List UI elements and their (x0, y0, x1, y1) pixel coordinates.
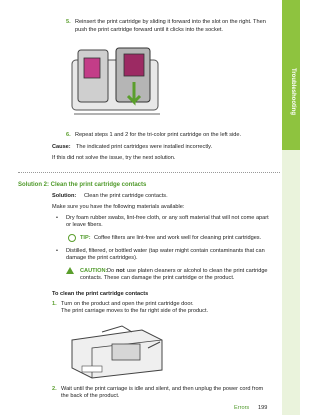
solution-label: Solution: (52, 193, 77, 199)
tip-text: Coffee filters are lint-free and work well for cleaning print cartridges. (94, 235, 262, 241)
bullet-1-line1: Dry foam rubber swabs, lint-free cloth, or any soft material that will not come apart (66, 215, 269, 221)
tip-label: TIP: (80, 235, 91, 241)
section-tab-lower (282, 150, 300, 415)
materials-intro: Make sure you have the following materials available: (52, 204, 185, 210)
bullet-1-line2: or leave fibers. (66, 222, 103, 228)
caution-label: CAUTION: (80, 268, 108, 274)
bullet-1-marker: • (56, 215, 58, 221)
caution-icon (66, 267, 74, 274)
printer-open-door-illustration (62, 320, 170, 382)
step-5-number: 5. (66, 19, 71, 25)
cartridge-insert-illustration (64, 40, 172, 126)
bullet-2-marker: • (56, 248, 58, 254)
clean-step-2-line2: the back of the product. (61, 393, 120, 399)
step-5-text-line2: push the print cartridge forward until it clicks into the socket. (75, 27, 223, 33)
step-6-text: Repeat steps 1 and 2 for the tri-color print cartridge on the left side. (75, 132, 242, 138)
clean-step-2-line1: Wait until the print carriage is idle and silent, and then unplug the power cord from (61, 386, 264, 392)
page-number: 199 (258, 405, 268, 411)
clean-step-1-line1: Turn on the product and open the print cartridge door. (61, 301, 194, 307)
caution-line1-rest: use platen cleaners or alcohol to clean the print cartridge (127, 268, 268, 274)
caution-not: not (116, 268, 125, 274)
bullet-2-line1: Distilled, filtered, or bottled water (tap water might contain contaminants that can (66, 248, 265, 254)
if-not-solved-text: If this did not solve the issue, try the next solution. (52, 155, 176, 161)
clean-step-1-line2: The print carriage moves to the far right side of the product. (61, 308, 209, 314)
clean-step-1-number: 1. (52, 301, 57, 307)
clean-step-2-number: 2. (52, 386, 57, 392)
footer-section: Errors (234, 405, 250, 411)
caution-do: Do (107, 268, 115, 274)
caution-line2: contacts. These can damage the print cartridge or the product. (80, 275, 235, 281)
step-6-number: 6. (66, 132, 71, 138)
step-5-text-line1: Reinsert the print cartridge by sliding it forward into the slot on the right. Then (75, 19, 266, 25)
section-tab (282, 0, 300, 150)
divider (18, 172, 280, 173)
cause-text: The indicated print cartridges were installed incorrectly. (76, 144, 213, 150)
solution-text: Clean the print cartridge contacts. (84, 193, 168, 199)
bullet-2-line2: damage the print cartridges). (66, 255, 138, 261)
clean-procedure-title: To clean the print cartridge contacts (52, 291, 149, 297)
tip-icon (68, 234, 76, 242)
solution-2-title: Solution 2: Clean the print cartridge contacts (18, 182, 147, 188)
cause-label: Cause: (52, 144, 71, 150)
section-tab-label: Troubleshooting (290, 68, 296, 115)
